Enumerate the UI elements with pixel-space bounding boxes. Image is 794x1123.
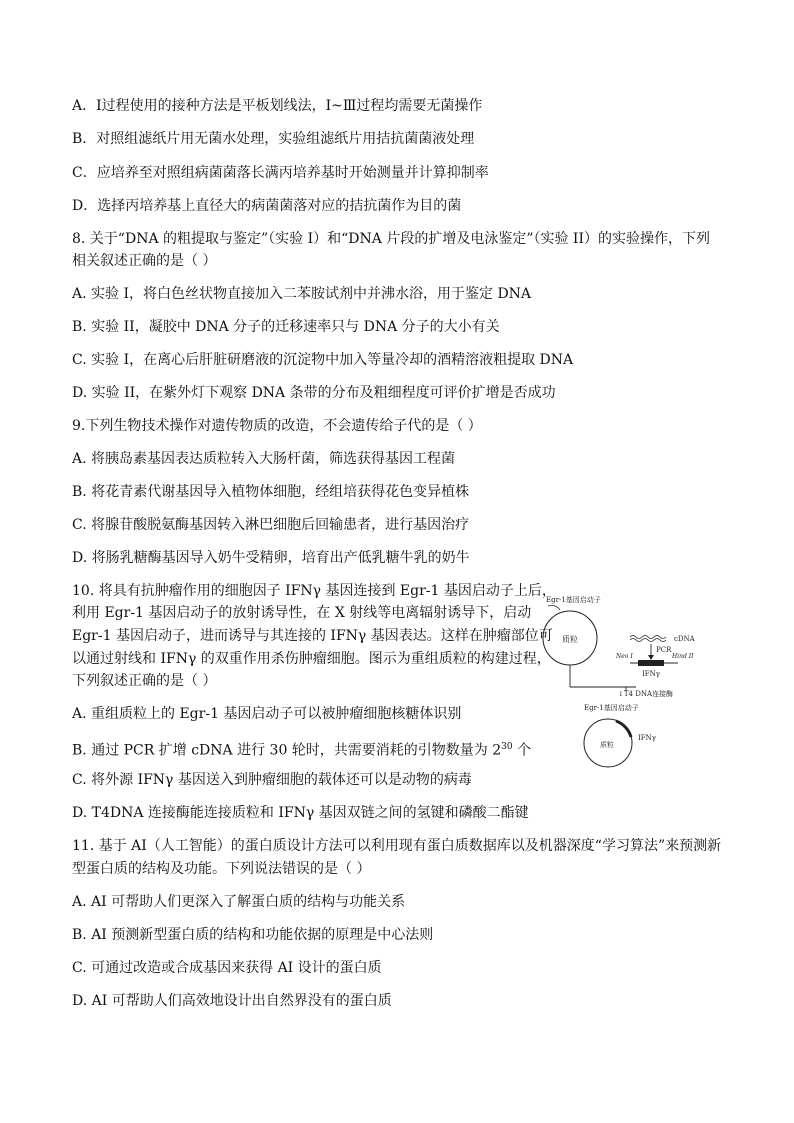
q9-option-c: C. 将腺苷酸脱氨酶基因转入淋巴细胞后回输患者，进行基因治疗 [72, 517, 470, 533]
q7-option-a: A．Ⅰ过程使用的接种方法是平板划线法，Ⅰ~Ⅲ过程均需要无菌操作 [72, 98, 483, 114]
q8-option-c: C. 实验 I，在离心后肝脏研磨液的沉淀物中加入等量冷却的酒精溶液粗提取 DNA [72, 352, 574, 368]
q11-stem-line2: 型蛋白质的结构及功能。下列说法错误的是（ ） [72, 861, 371, 877]
fig-egr-label-bottom: Egr-1基因启动子 [584, 704, 639, 712]
cdna-wave-1 [630, 636, 666, 639]
fig-pcr-label: PCR [656, 646, 672, 654]
q10-option-b-exponent: 30 [501, 742, 513, 752]
q10-option-a: A. 重组质粒上的 Egr-1 基因启动子可以被肿瘤细胞核糖体识别 [72, 706, 462, 722]
q9-stem: 9.下列生物技术操作对遗传物质的改造，不会遗传给子代的是（ ） [72, 418, 482, 434]
fig-egr-label-top: Egr-1基因启动子 [546, 596, 601, 604]
q10-stem-line1: 10. 将具有抗肿瘤作用的细胞因子 IFNγ 基因连接到 Egr-1 基因启动子上后， [72, 583, 556, 599]
q10-stem-line3: Egr-1 基因启动子，进而诱导与其连接的 IFNγ 基因表达。这样在肿瘤部位可 [72, 628, 553, 644]
fig-plasmid-label: 质粒 [562, 635, 578, 644]
q10-option-b [72, 738, 531, 760]
q7-option-d: D．选择丙培养基上直径大的病菌菌落对应的拮抗菌作为目的菌 [72, 198, 462, 214]
q9-option-a: A. 将胰岛素基因表达质粒转入大肠杆菌，筛选获得基因工程菌 [72, 451, 456, 467]
fig-hind-label: Hind II [672, 653, 694, 660]
q11-option-a: A. AI 可帮助人们更深入了解蛋白质的结构与功能关系 [72, 894, 406, 910]
fig-ifn-label-bottom: IFNγ [638, 734, 656, 742]
fig-plasmid-label-bottom: 质粒 [600, 741, 614, 749]
ifn-gene-block [638, 660, 664, 666]
fig-ifn-label: IFNγ [642, 670, 660, 678]
q11-stem-line1: 11. 基于 AI（人工智能）的蛋白质设计方法可以利用现有蛋白质数据库以及机器深度“学习算法”来预测新 [72, 838, 722, 854]
fig-cdna-label: cDNA [674, 635, 695, 643]
q10-option-c: C. 将外源 IFNγ 基因送入到肿瘤细胞的载体还可以是动物的病毒 [72, 772, 472, 788]
q10-recombinant-plasmid-figure [538, 590, 718, 780]
pcr-arrowhead [648, 655, 654, 660]
q11-option-c: C. 可通过改造或合成基因来获得 AI 设计的蛋白质 [72, 960, 382, 976]
q10-stem-line2: 利用 Egr-1 基因启动子的放射诱导性，在 X 射线等电离辐射诱导下，启动 [72, 605, 532, 621]
q10-option-d: D. T4DNA 连接酶能连接质粒和 IFNγ 基因双链之间的氢键和磷酸二酯键 [72, 805, 529, 821]
q9-option-b: B. 将花青素代谢基因导入植物体细胞，经组培获得花色变异植株 [72, 484, 470, 500]
cdna-wave-2 [630, 639, 666, 642]
q7-option-c: C．应培养至对照组病菌菌落长满丙培养基时开始测量并计算抑制率 [72, 165, 489, 181]
q8-option-d: D. 实验 II，在紫外灯下观察 DNA 条带的分布及粗细程度可评价扩增是否成功 [72, 385, 556, 401]
q10-option-b-prefix: B. 通过 PCR 扩增 cDNA 进行 30 轮时，共需要消耗的引物数量为 2 [72, 742, 502, 759]
q9-option-d: D. 将肠乳糖酶基因导入奶牛受精卵，培育出产低乳糖牛乳的奶牛 [72, 550, 470, 566]
q7-option-b: B．对照组滤纸片用无菌水处理，实验组滤纸片用拮抗菌菌液处理 [72, 131, 475, 147]
inserted-gene-arc [616, 721, 631, 737]
fig-neo-label: Neo I [616, 653, 633, 660]
q10-option-b-suffix: 个 [512, 742, 532, 759]
q11-option-b: B. AI 预测新型蛋白质的结构和功能依据的原理是中心法则 [72, 927, 434, 943]
q8-stem-line2: 相关叙述正确的是（ ） [72, 253, 217, 269]
q8-option-a: A. 实验 I，将白色丝状物直接加入二苯胺试剂中并沸水浴，用于鉴定 DNA [72, 286, 532, 302]
egr-pointer-line [548, 606, 560, 611]
q8-option-b: B. 实验 II，凝胶中 DNA 分子的迁移速率只与 DNA 分子的大小有关 [72, 319, 500, 335]
plasmid-construction-diagram [538, 590, 718, 780]
q10-stem-line4: 以通过射线和 IFNγ 的双重作用杀伤肿瘤细胞。图示为重组质粒的构建过程， [72, 651, 551, 667]
q8-stem-line1: 8. 关于“DNA 的粗提取与鉴定”（实验 I）和“DNA 片段的扩增及电泳鉴定”（实验 II）的实验操作，下列 [72, 231, 710, 247]
q11-option-d: D. AI 可帮助人们高效地设计出自然界没有的蛋白质 [72, 993, 392, 1009]
fig-ligase-label: ↓T4 DNA连接酶 [618, 690, 674, 698]
q10-stem-line5: 下列叙述正确的是（ ） [72, 673, 217, 689]
